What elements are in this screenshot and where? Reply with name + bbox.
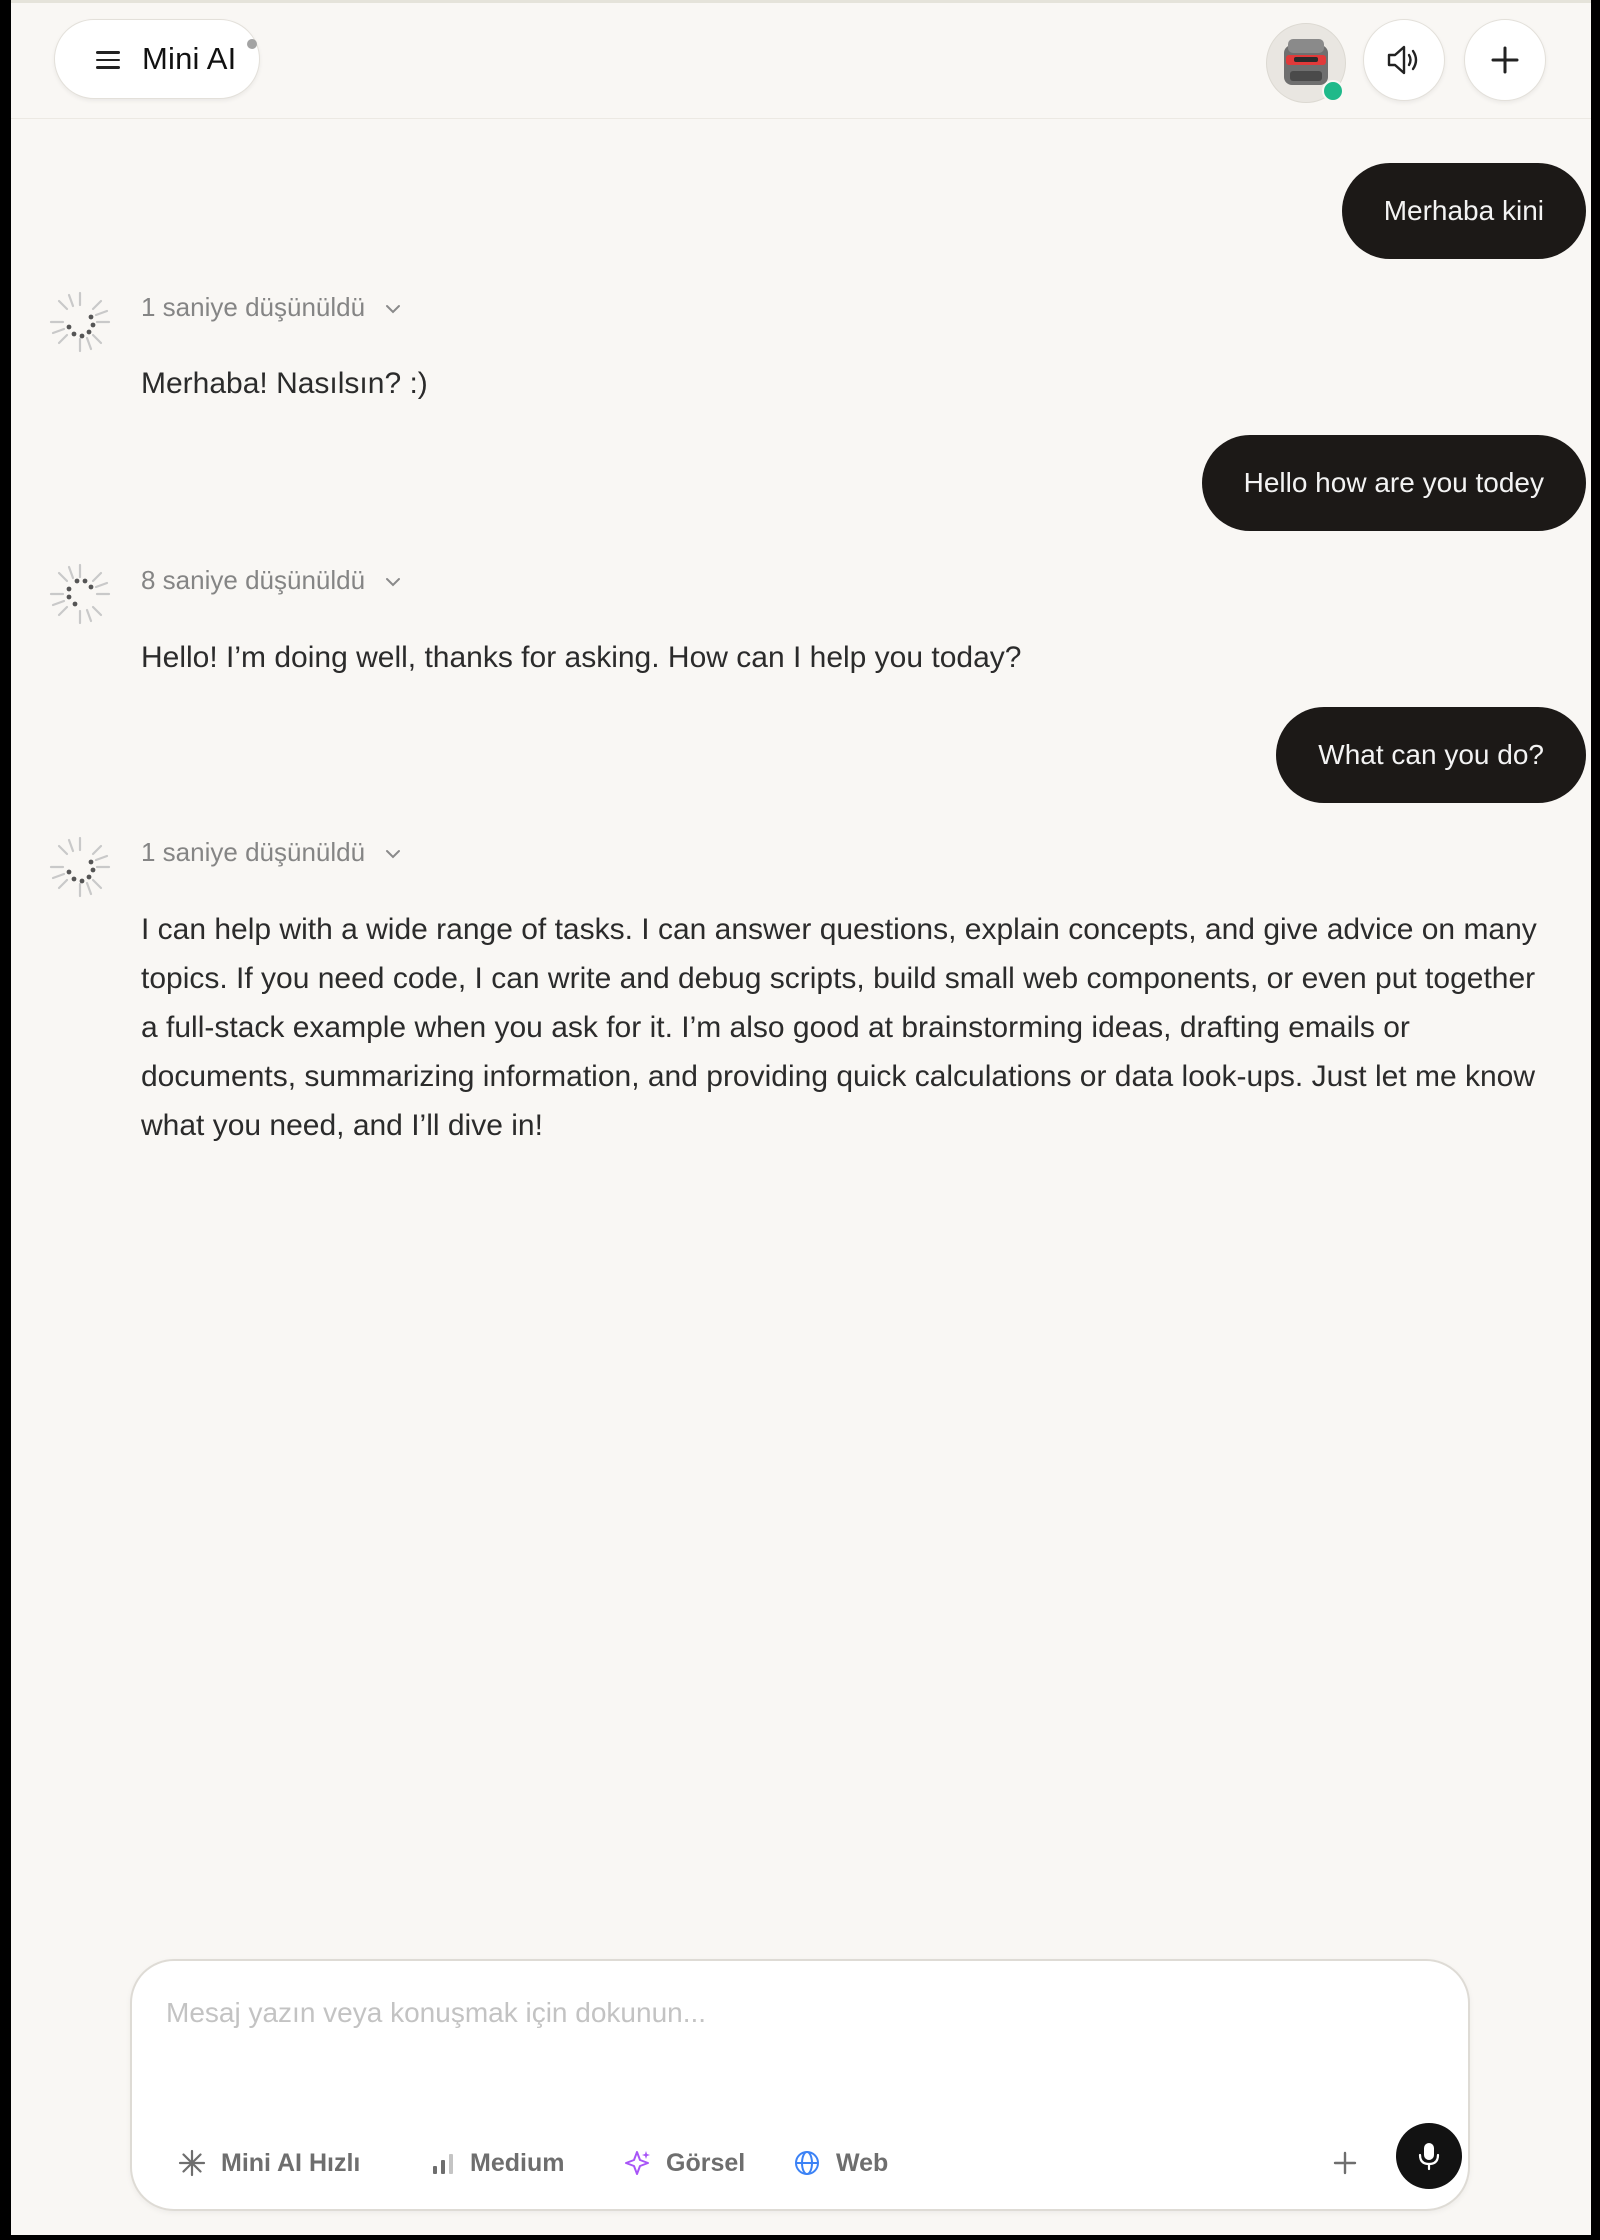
message-composer <box>130 1959 1470 2211</box>
chevron-down-icon <box>384 303 402 315</box>
sparkle-icon <box>622 2148 652 2178</box>
top-bar <box>11 3 1591 119</box>
thought-duration: 8 saniye düşünüldü <box>141 565 366 595</box>
chevron-down-icon <box>384 576 402 588</box>
plus-icon <box>1485 40 1525 80</box>
user-message: Hello how are you todey <box>1202 435 1586 531</box>
thinking-spinner-icon <box>47 561 113 627</box>
assistant-message: Hello! I’m doing well, thanks for asking. How can I help you today? <box>141 641 1022 674</box>
thought-duration: 1 saniye düşünüldü <box>141 837 366 867</box>
hamburger-menu-icon <box>96 51 120 69</box>
online-status-dot <box>1322 80 1344 102</box>
speaker-button[interactable] <box>1363 19 1445 101</box>
message-input[interactable] <box>164 1987 1418 2039</box>
thought-toggle[interactable] <box>141 292 402 323</box>
microphone-button[interactable] <box>1396 2123 1462 2189</box>
thought-toggle[interactable] <box>141 565 402 596</box>
thought-toggle[interactable] <box>141 837 402 868</box>
image-mode-button[interactable] <box>622 2145 745 2181</box>
attach-plus-icon[interactable] <box>1329 2147 1361 2179</box>
chat-app <box>11 0 1591 2235</box>
signal-bars-icon <box>430 2150 456 2176</box>
app-menu-button[interactable] <box>54 19 260 99</box>
thought-duration: 1 saniye düşünüldü <box>141 292 366 322</box>
new-chat-button[interactable] <box>1464 19 1546 101</box>
reasoning-level-button[interactable] <box>430 2145 564 2181</box>
speaker-icon <box>1384 40 1424 80</box>
microphone-icon <box>1414 2140 1444 2172</box>
model-selector-button[interactable] <box>177 2145 360 2181</box>
thinking-spinner-icon <box>47 834 113 900</box>
chevron-down-icon <box>384 848 402 860</box>
web-search-label: Web <box>836 2148 889 2177</box>
user-message: What can you do? <box>1276 707 1586 803</box>
web-search-button[interactable] <box>792 2145 888 2181</box>
globe-icon <box>792 2148 822 2178</box>
notification-dot <box>247 39 257 49</box>
reasoning-level-label: Medium <box>470 2148 565 2177</box>
thinking-spinner-icon <box>47 289 113 355</box>
assistant-message: I can help with a wide range of tasks. I can answer questions, explain concepts, and give advice on many topics. If you need code, I can write and debug scripts, build small web components, or even put together a full‑stack example when you ask for it. I’m also good at brainstorming ideas, drafting emails or documents, summarizing information, and providing quick calculations or data look‑ups. Just let me know what you need, and I’ll dive in! <box>141 913 1537 1142</box>
user-message: Merhaba kini <box>1342 163 1586 259</box>
asterisk-icon <box>177 2148 207 2178</box>
model-selector-label: Mini AI Hızlı <box>221 2148 361 2177</box>
assistant-message: Merhaba! Nasılsın? :) <box>141 367 428 400</box>
app-title: Mini AI <box>142 41 237 76</box>
image-mode-label: Görsel <box>666 2148 746 2177</box>
